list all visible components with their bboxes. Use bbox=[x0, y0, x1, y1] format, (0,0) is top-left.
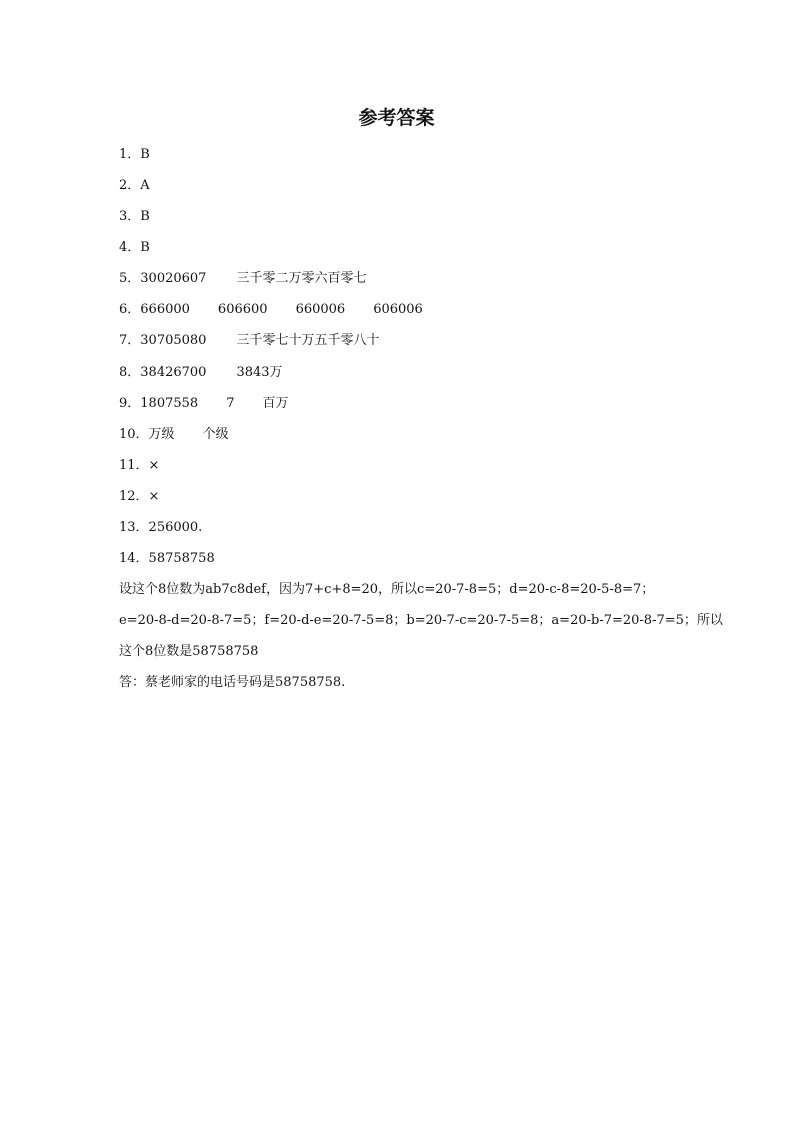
answer-value: B bbox=[140, 147, 150, 162]
answer-value: 256000. bbox=[148, 520, 203, 535]
answer-7 bbox=[119, 333, 379, 349]
answer-number: 2． bbox=[119, 178, 141, 193]
answer-value: B bbox=[140, 209, 150, 224]
answer-number: 11． bbox=[119, 458, 149, 473]
answer-12 bbox=[119, 489, 159, 505]
answer-value: A bbox=[140, 178, 150, 193]
answer-value: 3843万 bbox=[236, 365, 283, 380]
answer-value: 三千零二万零六百零七 bbox=[236, 271, 367, 286]
answer-number: 4． bbox=[119, 240, 141, 255]
answer-value: 660006 bbox=[295, 302, 346, 317]
answer-9 bbox=[119, 396, 288, 412]
answer-number: 1． bbox=[119, 147, 141, 162]
answer-value: 58758758 bbox=[148, 551, 215, 566]
answer-8 bbox=[119, 365, 283, 381]
answer-10 bbox=[119, 427, 229, 443]
answer-value: 606600 bbox=[217, 302, 268, 317]
page-title: 参考答案 bbox=[358, 107, 435, 129]
answer-value: 万级 bbox=[148, 427, 175, 442]
answer-number: 10． bbox=[119, 427, 149, 442]
answer-value: 三千零七十万五千零八十 bbox=[236, 333, 380, 348]
answer-number: 9． bbox=[119, 396, 141, 411]
answer-number: 3． bbox=[119, 209, 141, 224]
explanation-line-3: 这个8位数是58758758 bbox=[119, 644, 259, 659]
answer-4 bbox=[119, 240, 150, 256]
answer-5 bbox=[119, 271, 366, 287]
final-answer: 答：蔡老师家的电话号码是58758758. bbox=[119, 675, 346, 690]
answer-number: 14． bbox=[119, 551, 149, 566]
answer-value: 30705080 bbox=[140, 333, 207, 348]
answer-value: 1807558 bbox=[140, 396, 199, 411]
answer-number: 8． bbox=[119, 365, 141, 380]
answer-2 bbox=[119, 178, 150, 194]
answer-13 bbox=[119, 520, 202, 536]
answer-6 bbox=[119, 302, 423, 318]
answer-value: 个级 bbox=[202, 427, 229, 442]
answer-value: B bbox=[140, 240, 150, 255]
answer-value: 30020607 bbox=[140, 271, 207, 286]
answer-value: 606006 bbox=[373, 302, 423, 317]
explanation-line-1: 设这个8位数为ab7c8def，因为7+c+8=20，所以c=20-7-8=5；d=20-c-8=20-5-8=7； bbox=[119, 582, 655, 597]
answer-value: 666000 bbox=[140, 302, 190, 317]
answer-value: 38426700 bbox=[140, 365, 207, 380]
answer-value: 百万 bbox=[262, 396, 289, 411]
answer-14 bbox=[119, 551, 215, 567]
answer-value: × bbox=[148, 489, 160, 504]
answer-1 bbox=[119, 147, 150, 163]
answer-3 bbox=[119, 209, 150, 225]
answer-11 bbox=[119, 458, 159, 474]
answer-number: 13． bbox=[119, 520, 149, 535]
answer-number: 12． bbox=[119, 489, 149, 504]
answer-number: 5． bbox=[119, 271, 141, 286]
explanation-line-2: e=20-8-d=20-8-7=5；f=20-d-e=20-7-5=8；b=20-7-c=20-7-5=8；a=20-b-7=20-8-7=5；所以 bbox=[119, 613, 723, 628]
answer-value: × bbox=[148, 458, 160, 473]
answer-value: 7 bbox=[226, 396, 235, 411]
answer-number: 6． bbox=[119, 302, 141, 317]
answer-number: 7． bbox=[119, 333, 141, 348]
